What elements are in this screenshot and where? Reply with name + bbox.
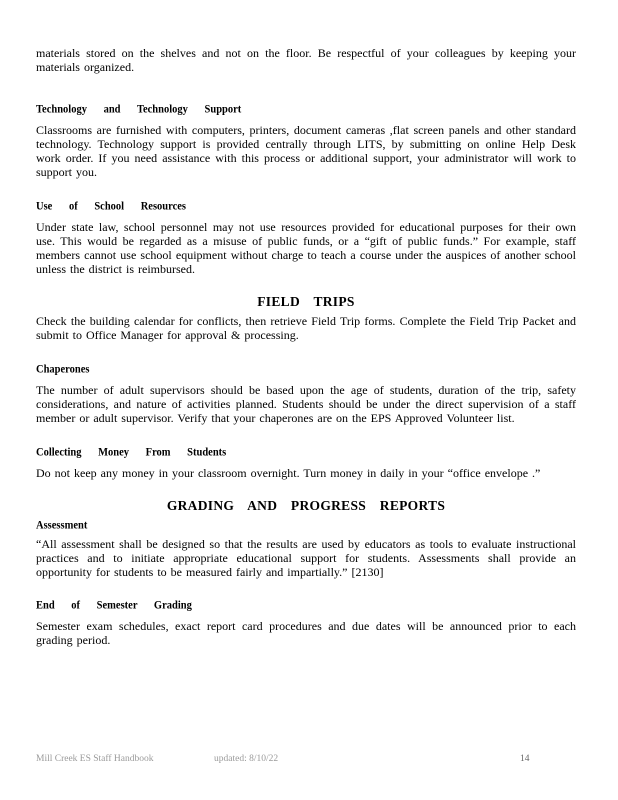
assessment-title: Assessment xyxy=(36,520,88,532)
field-trips-heading: FIELD TRIPS xyxy=(257,294,355,309)
handbook-page xyxy=(36,46,576,647)
assessment-body: “All assessment shall be designed so that the results are used by educators as tools to evaluate instructional practices and to initiate appropriate educational support for students. Assessments shall provide an opportunity for students to be measured fairly and impartially.” [2130] xyxy=(36,537,576,579)
chaperones-title: Chaperones xyxy=(36,364,90,376)
grading-heading: GRADING AND PROGRESS REPORTS xyxy=(166,498,446,513)
end-of-semester-body: Semester exam schedules, exact report card procedures and due dates will be announced prior to each grading period. xyxy=(36,619,576,647)
footer-handbook-title: Mill Creek ES Staff Handbook xyxy=(36,754,154,764)
footer-updated-date: updated: 8/10/22 xyxy=(214,754,279,764)
end-of-semester-title: End of Semester Grading xyxy=(36,600,192,612)
section-body-resources: Under state law, school personnel may not use resources provided for educational purposes for their own use. This would be regarded as a misuse of public funds, or a “gift of public funds.” For example, staff members cannot use school equipment without charge to teach a course under the auspices of another school unless the district is reimbursed. xyxy=(36,220,576,276)
intro-paragraph: materials stored on the shelves and not on the floor. Be respectful of your colleagues by keeping your materials organized. xyxy=(36,46,576,74)
section-title-resources: Use of School Resources xyxy=(36,201,187,213)
section-title-technology: Technology and Technology Support xyxy=(36,104,242,116)
section-body-technology: Classrooms are furnished with computers, printers, document cameras ,flat screen panels and other standard technology. Technology support is provided centrally through LITS, by submitting on online Help Desk work order. If you need assistance with this process or additional support, your administrator will work to support you. xyxy=(36,123,576,179)
footer-page-number: 14 xyxy=(520,754,530,764)
chaperones-body: The number of adult supervisors should be based upon the age of students, duration of the trip, safety considerations, and nature of activities planned. Students should be under the direct supervision of a staff member or adult supervisor. Verify that your chaperones are on the EPS Approved Volunteer list. xyxy=(36,383,576,425)
collecting-money-body: Do not keep any money in your classroom overnight. Turn money in daily in your “office envelope .” xyxy=(36,466,541,480)
field-trips-body: Check the building calendar for conflicts, then retrieve Field Trip forms. Complete the Field Trip Packet and submit to Office Manager for approval & processing. xyxy=(36,314,576,342)
collecting-money-title: Collecting Money From Students xyxy=(36,447,227,459)
